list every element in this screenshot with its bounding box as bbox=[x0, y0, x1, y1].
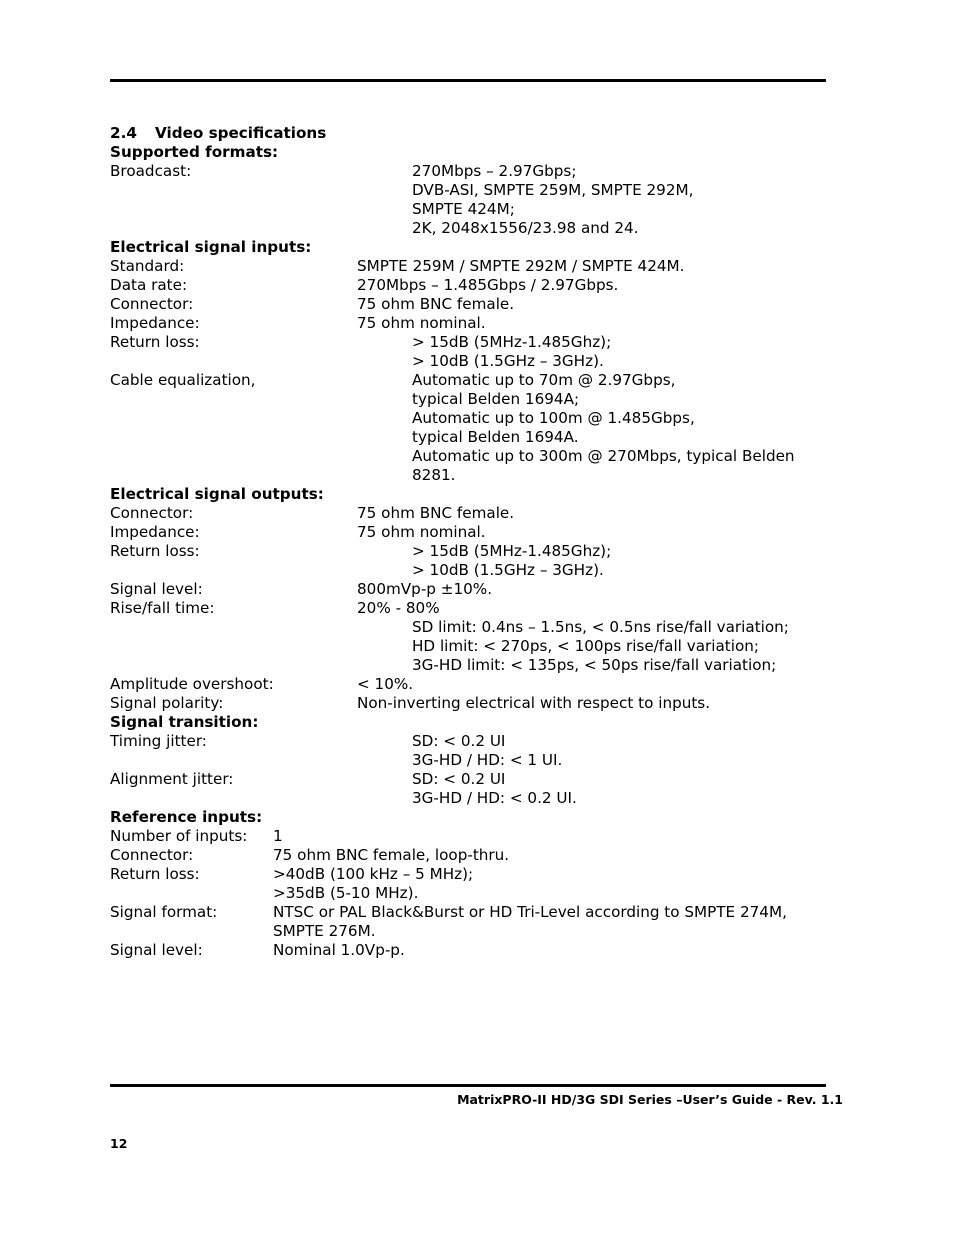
polarity-label: Signal polarity: bbox=[110, 694, 224, 712]
in-impedance-label: Impedance: bbox=[110, 314, 200, 332]
cable-eq-value-4: typical Belden 1694A. bbox=[412, 428, 579, 446]
alignment-jitter-value-1: SD: < 0.2 UI bbox=[412, 770, 506, 788]
footer-title: MatrixPRO-II HD/3G SDI Series –User’s Guide - Rev. 1.1 bbox=[457, 1092, 843, 1107]
timing-jitter-value-2: 3G-HD / HD: < 1 UI. bbox=[412, 751, 563, 769]
broadcast-value-2: DVB-ASI, SMPTE 259M, SMPTE 292M, bbox=[412, 181, 694, 199]
section-heading bbox=[110, 124, 830, 143]
broadcast-value-4: 2K, 2048x1556/23.98 and 24. bbox=[412, 219, 639, 237]
ref-return-loss-value-1: >40dB (100 kHz – 5 MHz); bbox=[273, 865, 474, 883]
broadcast-value-3: SMPTE 424M; bbox=[412, 200, 515, 218]
electrical-outputs-heading: Electrical signal outputs: bbox=[110, 485, 324, 503]
in-return-loss-value-2: > 10dB (1.5GHz – 3GHz). bbox=[412, 352, 604, 370]
rise-fall-hd: HD limit: < 270ps, < 100ps rise/fall variation; bbox=[412, 637, 759, 655]
alignment-jitter-value-2: 3G-HD / HD: < 0.2 UI. bbox=[412, 789, 577, 807]
signal-transition-heading: Signal transition: bbox=[110, 713, 259, 731]
cable-eq-value-6: 8281. bbox=[412, 466, 456, 484]
cable-eq-value-3: Automatic up to 100m @ 1.485Gbps, bbox=[412, 409, 695, 427]
cable-eq-label: Cable equalization, bbox=[110, 371, 256, 389]
broadcast-value-1: 270Mbps – 2.97Gbps; bbox=[412, 162, 577, 180]
out-impedance-value: 75 ohm nominal. bbox=[357, 523, 486, 541]
cable-eq-value-5: Automatic up to 300m @ 270Mbps, typical Belden bbox=[412, 447, 795, 465]
ref-number-label: Number of inputs: bbox=[110, 827, 248, 845]
footer-rule bbox=[110, 1084, 826, 1087]
cable-eq-value-2: typical Belden 1694A; bbox=[412, 390, 580, 408]
supported-formats-heading: Supported formats: bbox=[110, 143, 279, 161]
ref-format-value-2: SMPTE 276M. bbox=[273, 922, 376, 940]
timing-jitter-label: Timing jitter: bbox=[110, 732, 207, 750]
out-return-loss-label: Return loss: bbox=[110, 542, 200, 560]
ref-connector-label: Connector: bbox=[110, 846, 194, 864]
electrical-inputs-heading: Electrical signal inputs: bbox=[110, 238, 312, 256]
rise-fall-value: 20% - 80% bbox=[357, 599, 440, 617]
out-return-loss-value-2: > 10dB (1.5GHz – 3GHz). bbox=[412, 561, 604, 579]
in-data-rate-value: 270Mbps – 1.485Gbps / 2.97Gbps. bbox=[357, 276, 619, 294]
rise-fall-label: Rise/fall time: bbox=[110, 599, 215, 617]
reference-inputs-heading: Reference inputs: bbox=[110, 808, 263, 826]
out-return-loss-value-1: > 15dB (5MHz-1.485Ghz); bbox=[412, 542, 612, 560]
in-impedance-value: 75 ohm nominal. bbox=[357, 314, 486, 332]
out-connector-label: Connector: bbox=[110, 504, 194, 522]
ref-level-label: Signal level: bbox=[110, 941, 203, 959]
rise-fall-sd: SD limit: 0.4ns – 1.5ns, < 0.5ns rise/fall variation; bbox=[412, 618, 789, 636]
timing-jitter-value-1: SD: < 0.2 UI bbox=[412, 732, 506, 750]
ref-connector-value: 75 ohm BNC female, loop-thru. bbox=[273, 846, 510, 864]
page-number: 12 bbox=[110, 1136, 128, 1151]
ref-return-loss-label: Return loss: bbox=[110, 865, 200, 883]
in-standard-label: Standard: bbox=[110, 257, 185, 275]
ref-format-value-1: NTSC or PAL Black&Burst or HD Tri-Level according to SMPTE 274M, bbox=[273, 903, 787, 921]
out-connector-value: 75 ohm BNC female. bbox=[357, 504, 515, 522]
ref-return-loss-value-2: >35dB (5-10 MHz). bbox=[273, 884, 419, 902]
out-signal-level-value: 800mVp-p ±10%. bbox=[357, 580, 493, 598]
header-rule bbox=[110, 79, 826, 82]
polarity-value: Non-inverting electrical with respect to inputs. bbox=[357, 694, 711, 712]
in-data-rate-label: Data rate: bbox=[110, 276, 188, 294]
in-return-loss-label: Return loss: bbox=[110, 333, 200, 351]
in-standard-value: SMPTE 259M / SMPTE 292M / SMPTE 424M. bbox=[357, 257, 685, 275]
ref-format-label: Signal format: bbox=[110, 903, 218, 921]
ref-number-value: 1 bbox=[273, 827, 283, 845]
spec-content bbox=[110, 124, 830, 960]
section-number: 2.4 bbox=[110, 124, 137, 142]
overshoot-label: Amplitude overshoot: bbox=[110, 675, 274, 693]
out-impedance-label: Impedance: bbox=[110, 523, 200, 541]
overshoot-value: < 10%. bbox=[357, 675, 414, 693]
out-signal-level-label: Signal level: bbox=[110, 580, 203, 598]
cable-eq-value-1: Automatic up to 70m @ 2.97Gbps, bbox=[412, 371, 676, 389]
in-return-loss-value-1: > 15dB (5MHz-1.485Ghz); bbox=[412, 333, 612, 351]
rise-fall-3g: 3G-HD limit: < 135ps, < 50ps rise/fall variation; bbox=[412, 656, 777, 674]
in-connector-label: Connector: bbox=[110, 295, 194, 313]
ref-level-value: Nominal 1.0Vp-p. bbox=[273, 941, 405, 959]
section-title: Video specifications bbox=[155, 124, 327, 142]
alignment-jitter-label: Alignment jitter: bbox=[110, 770, 234, 788]
broadcast-label: Broadcast: bbox=[110, 162, 192, 180]
in-connector-value: 75 ohm BNC female. bbox=[357, 295, 515, 313]
